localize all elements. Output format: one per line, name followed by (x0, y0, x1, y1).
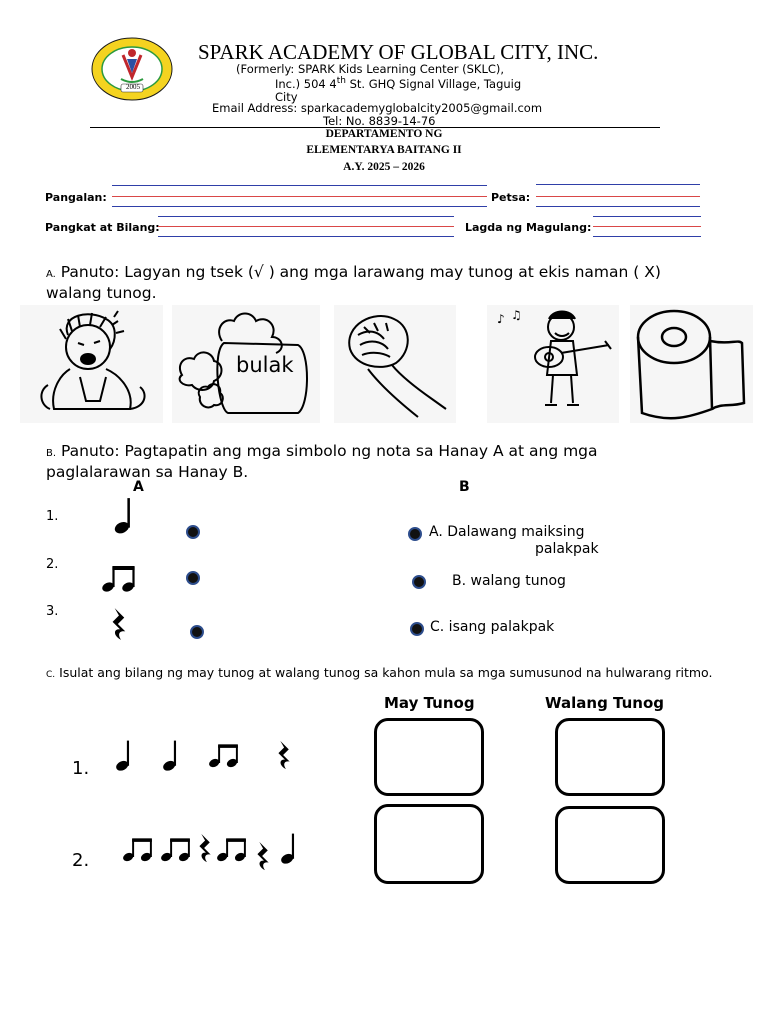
quarter-note-icon (112, 496, 136, 534)
name-label: Pangalan: (45, 191, 107, 204)
quarter-note-icon (280, 830, 298, 866)
toilet-paper-picture[interactable] (630, 305, 753, 423)
walang-tunog-header: Walang Tunog (545, 694, 665, 712)
part-c-letter: C. (46, 670, 56, 680)
column-a-header: A (133, 479, 144, 495)
may-tunog-header: May Tunog (384, 694, 475, 712)
part-c-text: Isulat ang bilang ng may tunog at walang tunog sa kahon mula sa mga sumusunod na hulwarang ritmo. (55, 665, 713, 680)
svg-text:♫: ♫ (511, 308, 522, 322)
match-dot-a3[interactable] (190, 625, 204, 639)
name-line-bottom (112, 206, 487, 207)
column-b-header: B (459, 479, 470, 495)
school-year: A.Y. 2025 – 2026 (343, 161, 425, 173)
match-dot-b-a[interactable] (408, 527, 422, 541)
date-line-top (536, 184, 700, 185)
match-dot-a2[interactable] (186, 571, 200, 585)
choice-c-text: C. isang palakpak (430, 619, 555, 635)
date-label: Petsa: (491, 191, 531, 204)
choice-a-text-cont: palakpak (535, 541, 599, 557)
part-c-instruction (46, 665, 736, 683)
quarter-rest-icon (274, 739, 296, 771)
part-b-instruction (46, 442, 686, 482)
bag-label: bulak (236, 353, 294, 377)
clapping-hand-picture[interactable] (334, 305, 456, 423)
address-sup: th (336, 76, 346, 86)
email-line: Email Address: sparkacademyglobalcity2005@gmail.com (212, 101, 543, 115)
part-b-text: Panuto: Pagtapatin ang mga simbolo ng nota sa Hanay A at ang mga paglalarawan sa Hanay B. (46, 442, 598, 481)
signature-line-top (593, 216, 701, 217)
answer-box-may-tunog-2[interactable] (374, 804, 484, 884)
tel-line: Tel: No. 8839-14-76 (323, 114, 436, 128)
answer-box-may-tunog-1[interactable] (374, 718, 484, 796)
department-title: DEPARTAMENTO NG (325, 128, 443, 140)
date-line-mid[interactable] (536, 196, 700, 197)
choice-b-text: B. walang tunog (452, 573, 566, 589)
part-a-text: Panuto: Lagyan ng tsek (√ ) ang mga larawang may tunog at ekis naman ( X) walang tunog. (46, 263, 661, 302)
grade-title: ELEMENTARYA BAITANG II (306, 144, 462, 156)
quarter-rest-icon (108, 606, 132, 642)
quarter-rest-icon (254, 840, 274, 872)
svg-text:♪: ♪ (497, 312, 505, 326)
eighth-note-pair-icon (100, 563, 138, 593)
match-dot-b-b[interactable] (412, 575, 426, 589)
quarter-note-icon (115, 737, 133, 773)
item-number: 2. (46, 557, 59, 572)
address-rest: St. GHQ Signal Village, Taguig (345, 76, 522, 91)
eighth-note-pair-icon (216, 834, 248, 864)
rhythm-number: 2. (72, 850, 90, 871)
match-dot-a1[interactable] (186, 525, 200, 539)
section-line-mid[interactable] (158, 226, 454, 227)
eighth-note-pair-icon (160, 834, 192, 864)
school-name: SPARK ACADEMY OF GLOBAL CITY, INC. (198, 40, 599, 64)
signature-line-bottom (593, 236, 701, 237)
address-street: Inc.) 504 4 (275, 76, 337, 91)
part-a-letter: A. (46, 269, 56, 280)
match-dot-b-c[interactable] (410, 622, 424, 636)
name-line-mid[interactable] (112, 196, 487, 197)
part-a-instruction (46, 263, 686, 303)
quarter-note-icon (162, 737, 180, 773)
eighth-note-pair-icon (208, 740, 240, 770)
quarter-rest-icon (196, 832, 216, 864)
formerly-line: (Formerly: SPARK Kids Learning Center (SKLC), (236, 62, 505, 76)
item-number: 3. (46, 604, 59, 619)
part-b-letter: B. (46, 448, 57, 459)
section-line-top (158, 216, 454, 217)
rhythm-number: 1. (72, 758, 90, 779)
logo-year: 2005 (126, 83, 140, 91)
section-line-bottom (158, 236, 454, 237)
item-number: 1. (46, 509, 59, 524)
school-logo (91, 37, 173, 101)
eighth-note-pair-icon (122, 834, 154, 864)
boy-playing-guitar-picture[interactable] (487, 305, 619, 423)
answer-box-walang-tunog-1[interactable] (555, 718, 665, 796)
address-city: City (275, 90, 298, 104)
parent-signature-label: Lagda ng Magulang: (465, 221, 592, 234)
answer-box-walang-tunog-2[interactable] (555, 806, 665, 884)
bag-of-cotton-picture[interactable] (172, 305, 320, 423)
section-label: Pangkat at Bilang: (45, 221, 160, 234)
choice-a-text: A. Dalawang maiksing (429, 524, 585, 540)
name-line-top (112, 185, 487, 186)
signature-line-mid[interactable] (593, 226, 701, 227)
address-line (275, 76, 521, 91)
crying-child-picture[interactable] (20, 305, 163, 423)
date-line-bottom (536, 206, 700, 207)
